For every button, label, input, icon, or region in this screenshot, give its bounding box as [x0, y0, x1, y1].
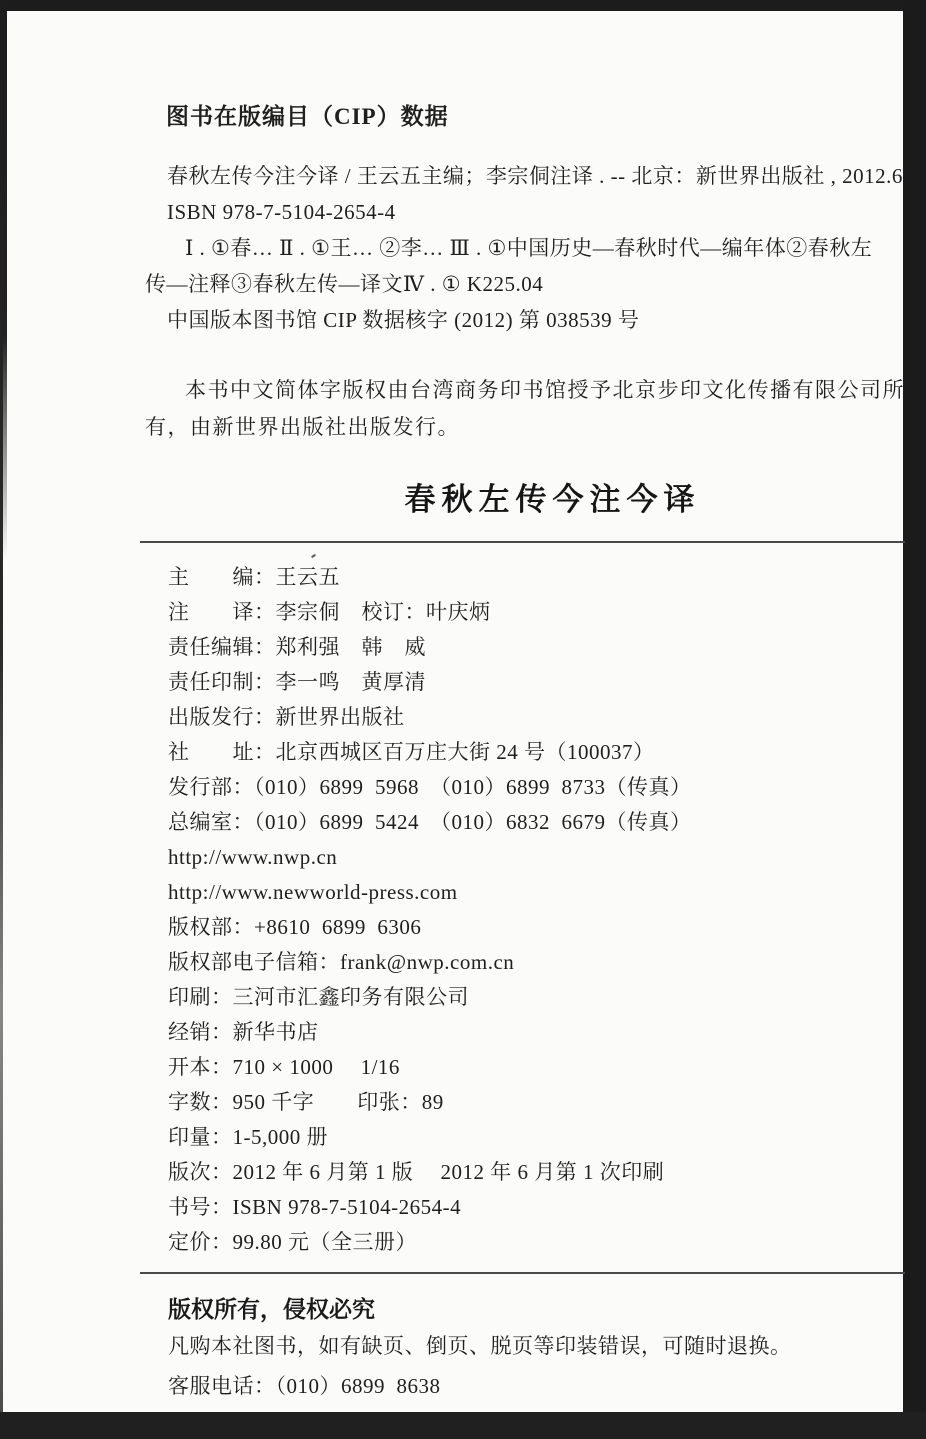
- license-line-1: 本书中文简体字版权由台湾商务印书馆授予北京步印文化传播有限公司所: [185, 378, 905, 402]
- divider-bottom: [140, 1272, 905, 1274]
- colophon-line-chief-editor: 主 编：王云五: [168, 565, 340, 589]
- scan-edge-left-thin: [0, 0, 3, 1439]
- cip-line-registry: 中国版本图书馆 CIP 数据核字 (2012) 第 038539 号: [167, 308, 640, 332]
- cip-line-classification-wrap: 传—注释③春秋左传—译文Ⅳ . ① K225.04: [145, 272, 544, 296]
- license-notice: [145, 372, 920, 446]
- footer-block: [168, 1292, 908, 1406]
- colophon-line-url-1: http://www.nwp.cn: [168, 845, 338, 869]
- divider-top: [140, 541, 905, 543]
- cip-data-block: [145, 158, 920, 338]
- colophon-line-editorial: 总编室：（010）6899 5424 （010）6832 6679（传真）: [168, 810, 692, 834]
- cip-line-classification: Ⅰ . ①春… Ⅱ . ①王… ②李… Ⅲ . ①中国历史—春秋时代—编年体②春秋左: [185, 236, 873, 260]
- colophon-line-distributor: 经销：新华书店: [168, 1020, 319, 1044]
- colophon-line-isbn: 书号：ISBN 978-7-5104-2654-4: [168, 1195, 462, 1219]
- colophon-line-url-2: http://www.newworld-press.com: [168, 880, 458, 904]
- colophon-line-format: 开本：710 × 1000 1/16: [168, 1055, 400, 1079]
- service-phone: 客服电话：（010）6899 8638: [168, 1374, 441, 1398]
- scan-speck: [311, 554, 316, 559]
- returns-statement: 凡购本社图书，如有缺页、倒页、脱页等印装错误，可随时退换。: [168, 1334, 792, 1358]
- book-title: 春秋左传今注今译: [404, 482, 701, 517]
- colophon-line-print-managers: 责任印制：李一鸣 黄厚清: [168, 670, 426, 694]
- colophon-line-annotator: 注 译：李宗侗 校订：叶庆炳: [168, 600, 491, 624]
- cip-line-isbn: ISBN 978-7-5104-2654-4: [167, 200, 396, 224]
- license-line-2: 有，由新世界出版社出版发行。: [145, 415, 460, 439]
- colophon-line-address: 社 址：北京西城区百万庄大街 24 号（100037）: [168, 740, 655, 764]
- colophon-line-distribution: 发行部：（010）6899 5968 （010）6899 8733（传真）: [168, 775, 692, 799]
- colophon-line-price: 定价：99.80 元（全三册）: [168, 1230, 417, 1254]
- colophon-line-rights-email: 版权部电子信箱：frank@nwp.com.cn: [168, 950, 515, 974]
- scan-edge-top: [0, 0, 926, 11]
- colophon-line-publisher: 出版发行：新世界出版社: [168, 705, 405, 729]
- rights-statement: 版权所有，侵权必究: [168, 1296, 375, 1322]
- colophon-block: [168, 560, 908, 1260]
- colophon-line-printrun: 印量：1-5,000 册: [168, 1125, 328, 1149]
- colophon-line-printer: 印刷：三河市汇鑫印务有限公司: [168, 985, 469, 1009]
- cip-line-title: 春秋左传今注今译 / 王云五主编；李宗侗注译 . -- 北京：新世界出版社 , 2012.6: [167, 164, 903, 188]
- scan-edge-bottom: [0, 1412, 926, 1439]
- colophon-line-rights-phone: 版权部：+8610 6899 6306: [168, 915, 422, 939]
- colophon-line-wordcount: 字数：950 千字 印张：89: [168, 1090, 444, 1114]
- colophon-line-edition: 版次：2012 年 6 月第 1 版 2012 年 6 月第 1 次印刷: [168, 1160, 665, 1184]
- cip-header: 图书在版编目（CIP）数据: [166, 104, 449, 129]
- colophon-line-editors: 责任编辑：郑利强 韩 威: [168, 635, 426, 659]
